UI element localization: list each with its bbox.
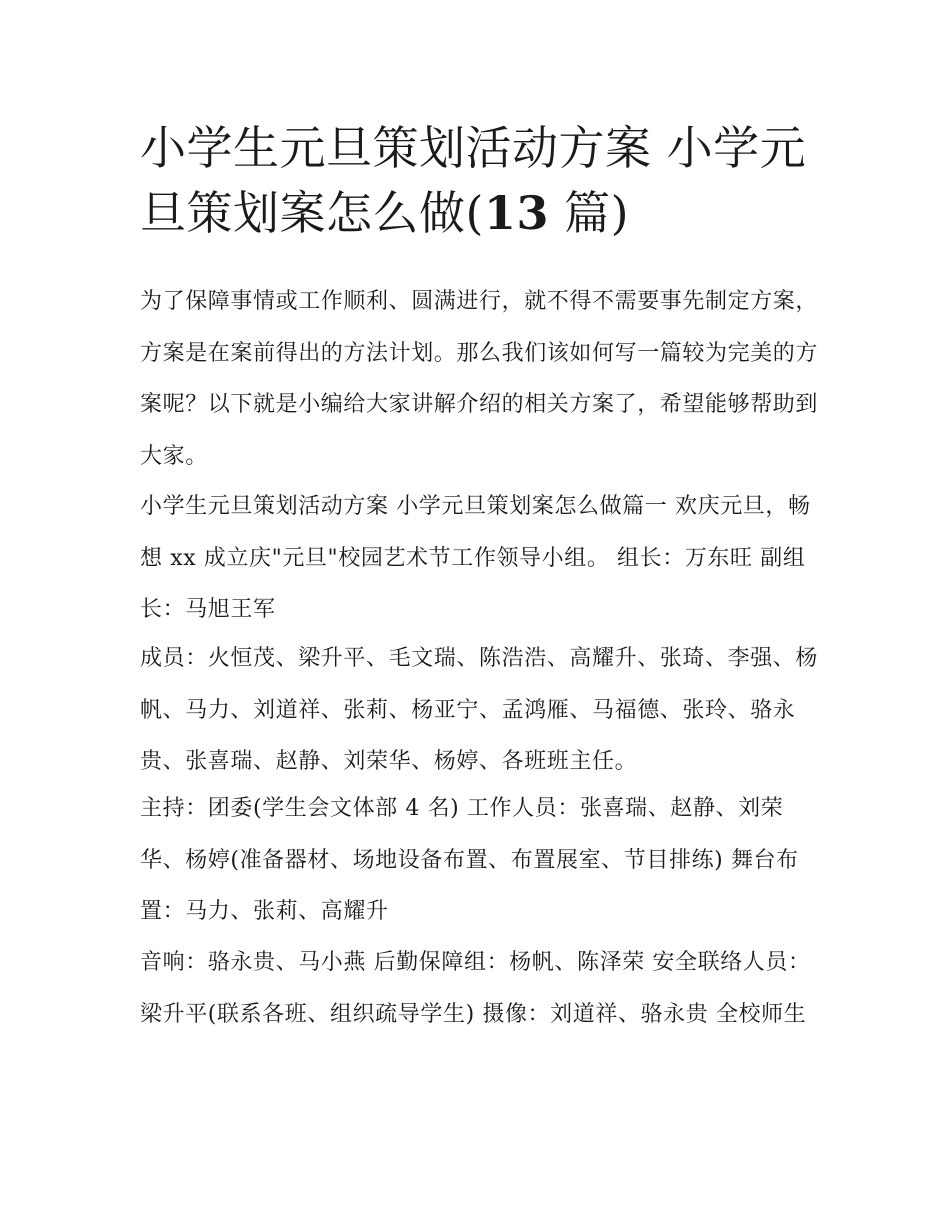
plan-heading-paragraph: 小学生元旦策划活动方案 小学元旦策划案怎么做篇一 欢庆元旦，畅想 xx 成立庆"元旦"校园艺术节工作领导小组。 组长：万东旺 副组长：马旭王军 xyxy=(140,494,811,622)
audio-logistics-paragraph: 音响：骆永贵、马小燕 后勤保障组：杨帆、陈泽荣 安全联络人员：梁升平(联系各班、组织疏导学生) 摄像：刘道祥、骆永贵 全校师生 xyxy=(140,950,811,1027)
document-title xyxy=(140,116,830,246)
title-count: 13 xyxy=(483,186,549,240)
intro-paragraph: 为了保障事情或工作顺利、圆满进行，就不得不需要事先制定方案，方案是在案前得出的方法计划。那么我们该如何写一篇较为完美的方案呢？以下就是小编给大家讲解介绍的相关方案了，希望能够帮助到大家。 xyxy=(140,289,819,469)
host-staff-paragraph: 主持：团委(学生会文体部 4 名) 工作人员：张喜瑞、赵静、刘荣华、杨婷(准备器材、场地设备布置、布置展室、节目排练) 舞台布置：马力、张莉、高耀升 xyxy=(140,796,799,924)
title-suffix: 篇) xyxy=(548,186,630,240)
title-text: 小学生元旦策划活动方案 小学元旦策划案怎么做( xyxy=(140,121,807,240)
members-paragraph: 成员：火恒茂、梁升平、毛文瑞、陈浩浩、高耀升、张琦、李强、杨帆、马力、刘道祥、张莉、杨亚宁、孟鸿雁、马福德、张玲、骆永贵、张喜瑞、赵静、刘荣华、杨婷、各班班主任。 xyxy=(140,646,819,774)
